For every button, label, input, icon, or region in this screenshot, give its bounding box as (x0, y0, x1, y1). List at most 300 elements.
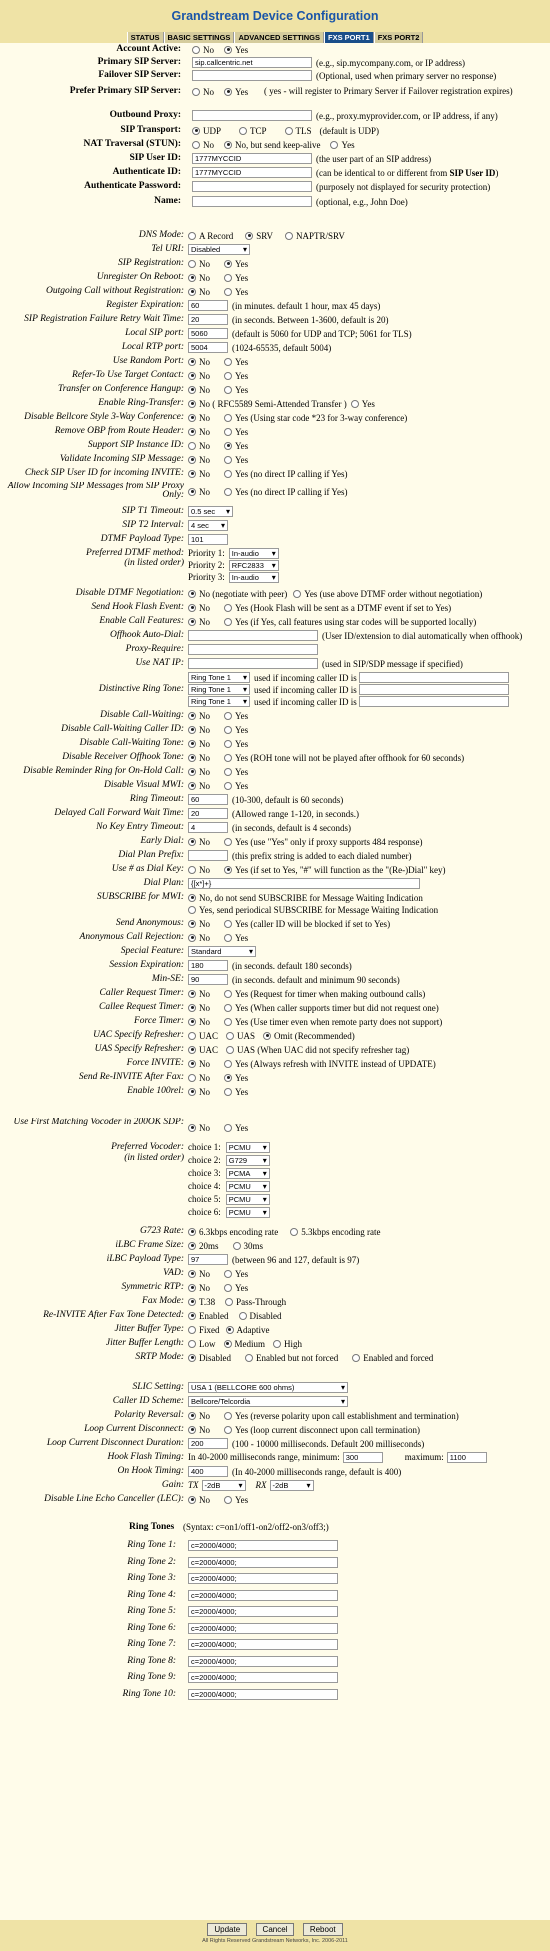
reinvite-fax-enabled-radio[interactable] (188, 1312, 196, 1320)
jitter-medium-radio[interactable] (224, 1340, 232, 1348)
subscribe-mwi-no[interactable] (188, 893, 423, 903)
cw-tone-yes-radio[interactable] (224, 740, 232, 748)
roh-tone-no[interactable] (188, 753, 210, 763)
force-timer-yes-radio[interactable] (224, 1018, 232, 1026)
dtmf-neg-no-radio[interactable] (188, 590, 196, 598)
force-timer-no[interactable] (188, 1017, 210, 1027)
ring-tone-label-num: 5: (165, 1606, 176, 1616)
transfer-hangup-no-radio[interactable] (188, 386, 196, 394)
dtmf-neg-yes[interactable] (293, 589, 482, 599)
bellcore-yes-radio[interactable] (224, 414, 232, 422)
random-port-yes-radio[interactable] (224, 358, 232, 366)
enable-100rel-no[interactable] (188, 1087, 210, 1097)
jitter-high[interactable] (273, 1339, 302, 1349)
callee-req-timer-yes-radio[interactable] (224, 1004, 232, 1012)
cw-cid-no[interactable] (188, 725, 210, 735)
nat-no-radio[interactable] (192, 141, 200, 149)
random-port-yes[interactable] (224, 357, 248, 367)
account-active-no[interactable] (192, 45, 214, 55)
srtp-enabled-not-forced[interactable] (245, 1353, 338, 1363)
primary-sip-server-input[interactable]: sip.callcentric.net (192, 57, 312, 68)
allow-proxy-only-yes[interactable] (224, 487, 348, 497)
reinvite-fax-yes[interactable] (224, 1073, 248, 1083)
send-anon-yes-radio[interactable] (224, 920, 232, 928)
update-button[interactable]: Update (207, 1923, 247, 1936)
jitter-fixed[interactable] (188, 1325, 220, 1335)
nat-no[interactable] (192, 140, 214, 150)
lec-no-radio[interactable] (188, 1496, 196, 1504)
dtmf-neg-yes-radio[interactable] (293, 590, 301, 598)
dns-a-record[interactable] (188, 231, 233, 241)
control-row (188, 1438, 424, 1449)
allow-proxy-only-yes-radio[interactable] (224, 488, 232, 496)
bellcore-no[interactable] (188, 413, 210, 423)
reinvite-fax-enabled[interactable] (188, 1311, 229, 1321)
anon-reject-yes[interactable] (224, 933, 248, 943)
dns-naptr-radio[interactable] (285, 232, 293, 240)
account-active-yes[interactable] (224, 45, 248, 55)
failover-sip-server-input[interactable] (192, 70, 312, 81)
subscribe-mwi-yes[interactable] (188, 905, 438, 915)
uac-refresher-uas-radio[interactable] (226, 1032, 234, 1040)
random-port-no[interactable] (188, 357, 210, 367)
special-feature-select[interactable]: Standard ▾ (188, 946, 256, 957)
send-anon-no-radio[interactable] (188, 920, 196, 928)
cw-no-radio[interactable] (188, 712, 196, 720)
g723-63-radio[interactable] (188, 1228, 196, 1236)
validate-msg-no-radio[interactable] (188, 456, 196, 464)
sip-reg-yes[interactable] (224, 259, 248, 269)
ring-transfer-yes[interactable] (351, 399, 375, 409)
transport-tls[interactable] (285, 126, 312, 136)
bellcore-no-radio[interactable] (188, 414, 196, 422)
session-expiration-input[interactable]: 180 (188, 960, 228, 971)
cw-tone-yes[interactable] (224, 739, 248, 749)
use-hash-yes[interactable] (224, 865, 446, 875)
call-features-yes[interactable] (224, 617, 476, 627)
polarity-no-radio[interactable] (188, 1412, 196, 1420)
transfer-hangup-yes[interactable] (224, 385, 248, 395)
reminder-ring-yes-radio[interactable] (224, 768, 232, 776)
nat-yes[interactable] (330, 140, 354, 150)
remove-obp-no-radio[interactable] (188, 428, 196, 436)
validate-msg-yes[interactable] (224, 455, 248, 465)
check-user-id-yes-radio[interactable] (224, 470, 232, 478)
jitter-high-radio[interactable] (273, 1340, 281, 1348)
callee-req-timer-no-radio[interactable] (188, 1004, 196, 1012)
early-dial-yes-radio[interactable] (224, 838, 232, 846)
validate-msg-no[interactable] (188, 455, 210, 465)
first-vocoder-yes[interactable] (224, 1123, 248, 1133)
prefer-primary-no-text: No (203, 86, 214, 97)
polarity-yes[interactable] (224, 1411, 459, 1421)
bellcore-yes[interactable] (224, 413, 407, 423)
enable-100rel-no-radio[interactable] (188, 1088, 196, 1096)
onhook-timing-input[interactable]: 400 (188, 1466, 228, 1477)
ring-tone-9-input[interactable]: c=2000/4000; (188, 1672, 338, 1683)
uac-refresher-uac[interactable] (188, 1031, 218, 1041)
remove-obp-yes[interactable] (224, 427, 248, 437)
hook-flash-min-input[interactable]: 300 (343, 1452, 383, 1463)
anon-reject-label: Anonymous Call Rejection: (79, 932, 184, 942)
ring-tone-2-input[interactable]: c=2000/4000; (188, 1557, 338, 1568)
offhook-autodial-input[interactable] (188, 630, 318, 641)
reg-fail-retry-input[interactable]: 20 (188, 314, 228, 325)
roh-tone-yes[interactable] (224, 753, 464, 763)
g723-63[interactable] (188, 1227, 278, 1237)
force-invite-no-radio[interactable] (188, 1060, 196, 1068)
sip-instance-no[interactable] (188, 441, 210, 451)
roh-tone-no-radio[interactable] (188, 754, 196, 762)
loop-disc-yes[interactable] (224, 1425, 420, 1435)
gain-tx-select[interactable]: -2dB ▾ (202, 1480, 246, 1491)
uas-refresher-uac-radio[interactable] (188, 1046, 196, 1054)
force-invite-no[interactable] (188, 1059, 210, 1069)
caller-req-timer-yes-radio[interactable] (224, 990, 232, 998)
hook-flash-no[interactable] (188, 603, 210, 613)
sip-t2-select[interactable]: 4 sec ▾ (188, 520, 228, 531)
distinctive-ring-select-3[interactable]: Ring Tone 1 ▾ (188, 696, 250, 707)
enable-100rel-yes[interactable] (224, 1087, 248, 1097)
use-nat-ip-input[interactable] (188, 658, 318, 669)
visual-mwi-yes-radio[interactable] (224, 782, 232, 790)
uac-refresher-uas[interactable] (226, 1031, 255, 1041)
nat-keepalive-radio[interactable] (224, 141, 232, 149)
cw-tone-no-radio[interactable] (188, 740, 196, 748)
ring-tone-10-input[interactable]: c=2000/4000; (188, 1689, 338, 1700)
anon-reject-no-radio[interactable] (188, 934, 196, 942)
vocoder-choice-2-select[interactable]: G729 ▾ (226, 1155, 270, 1166)
control-row (192, 70, 496, 81)
nat-keepalive[interactable] (224, 140, 320, 150)
use-hash-no-radio[interactable] (188, 866, 196, 874)
early-dial-no-radio[interactable] (188, 838, 196, 846)
check-user-id-no[interactable] (188, 469, 210, 479)
caller-id-scheme-select[interactable]: Bellcore/Telcordia ▾ (188, 1396, 348, 1407)
transfer-hangup-no[interactable] (188, 385, 210, 395)
symm-rtp-yes[interactable] (224, 1283, 248, 1293)
no-key-entry-input[interactable]: 4 (188, 822, 228, 833)
dns-srv[interactable] (245, 231, 273, 241)
fax-t38[interactable] (188, 1297, 215, 1307)
send-anon-yes[interactable] (224, 919, 390, 929)
fax-passthrough[interactable] (225, 1297, 286, 1307)
send-anon-no[interactable] (188, 919, 210, 929)
polarity-yes-radio[interactable] (224, 1412, 232, 1420)
reminder-ring-yes[interactable] (224, 767, 248, 777)
uas-refresher-label: UAS Specify Refresher: (94, 1044, 184, 1054)
allow-proxy-only-no[interactable] (188, 487, 210, 497)
caller-req-timer-yes[interactable] (224, 989, 425, 999)
check-user-id-no-radio[interactable] (188, 470, 196, 478)
account-active-yes-radio[interactable] (224, 46, 232, 54)
uac-refresher-omit-radio[interactable] (263, 1032, 271, 1040)
outgoing-noreg-yes-radio[interactable] (224, 288, 232, 296)
authenticate-id-input[interactable]: 1777MYCCID (192, 167, 312, 178)
symm-rtp-no[interactable] (188, 1283, 210, 1293)
uas-refresher-uas-radio[interactable] (226, 1046, 234, 1054)
remove-obp-yes-radio[interactable] (224, 428, 232, 436)
enable-100rel-yes-radio[interactable] (224, 1088, 232, 1096)
use-hash-yes-radio[interactable] (224, 866, 232, 874)
ring-timeout-input[interactable]: 60 (188, 794, 228, 805)
dtmf-priority-1-select[interactable]: In-audio ▾ (229, 548, 279, 559)
control-row (188, 454, 255, 465)
ring-tone-1-input[interactable]: c=2000/4000; (188, 1540, 338, 1551)
call-features-no[interactable] (188, 617, 210, 627)
srtp-disabled-radio[interactable] (188, 1354, 196, 1362)
tab-basic-settings[interactable]: BASIC SETTINGS (164, 32, 235, 43)
sip-t1-select[interactable]: 0.5 sec ▾ (188, 506, 233, 517)
refer-target-yes-radio[interactable] (224, 372, 232, 380)
early-dial-yes[interactable] (224, 837, 423, 847)
refer-target-no[interactable] (188, 371, 210, 381)
force-invite-yes-radio[interactable] (224, 1060, 232, 1068)
g723-53-radio[interactable] (290, 1228, 298, 1236)
symm-rtp-yes-radio[interactable] (224, 1284, 232, 1292)
call-features-no-radio[interactable] (188, 618, 196, 626)
uac-refresher-omit[interactable] (263, 1031, 355, 1041)
jitter-fixed-radio[interactable] (188, 1326, 196, 1334)
polarity-no[interactable] (188, 1411, 210, 1421)
dns-srv-radio[interactable] (245, 232, 253, 240)
vad-yes[interactable] (224, 1269, 248, 1279)
cw-yes-radio[interactable] (224, 712, 232, 720)
reinvite-fax-disabled[interactable] (239, 1311, 282, 1321)
first-vocoder-no-radio[interactable] (188, 1124, 196, 1132)
local-rtp-port-input[interactable]: 5004 (188, 342, 228, 353)
sip-reg-no-radio[interactable] (188, 260, 196, 268)
uas-refresher-uas[interactable] (226, 1045, 409, 1055)
vad-no[interactable] (188, 1269, 210, 1279)
distinctive-ring-select-1[interactable]: Ring Tone 1 ▾ (188, 672, 250, 683)
vocoder-choice-6-select[interactable]: PCMU ▾ (226, 1207, 270, 1218)
nat-yes-radio[interactable] (330, 141, 338, 149)
outgoing-noreg-yes[interactable] (224, 287, 248, 297)
fax-t38-text: T.38 (199, 1296, 216, 1307)
sip-instance-yes-radio[interactable] (224, 442, 232, 450)
transport-udp[interactable] (192, 126, 221, 136)
cw-cid-yes[interactable] (224, 725, 248, 735)
delayed-forward-input[interactable]: 20 (188, 808, 228, 819)
authenticate-password-input[interactable] (192, 181, 312, 192)
hook-flash-no-radio[interactable] (188, 604, 196, 612)
check-user-id-yes[interactable] (224, 469, 348, 479)
tel-uri-select[interactable]: Disabled ▾ (188, 244, 250, 255)
ilbc-30ms[interactable] (233, 1241, 264, 1251)
vocoder-choice-1-select[interactable]: PCMU ▾ (226, 1142, 270, 1153)
transport-udp-radio[interactable] (192, 127, 200, 135)
random-port-no-radio[interactable] (188, 358, 196, 366)
transfer-hangup-yes-radio[interactable] (224, 386, 232, 394)
unreg-reboot-no-radio[interactable] (188, 274, 196, 282)
gain-rx-select[interactable]: -2dB ▾ (270, 1480, 314, 1491)
ring-tone-8-input[interactable]: c=2000/4000; (188, 1656, 338, 1667)
jitter-adaptive-radio[interactable] (226, 1326, 234, 1334)
early-dial-no[interactable] (188, 837, 210, 847)
jitter-adaptive[interactable] (226, 1325, 270, 1335)
register-expiration-input[interactable]: 60 (188, 300, 228, 311)
vocoder-choice-5-select[interactable]: PCMU ▾ (226, 1194, 270, 1205)
ilbc-30ms-radio[interactable] (233, 1242, 241, 1250)
hook-flash-yes-radio[interactable] (224, 604, 232, 612)
ilbc-20ms[interactable] (188, 1241, 219, 1251)
unreg-reboot-yes-radio[interactable] (224, 274, 232, 282)
force-timer-yes[interactable] (224, 1017, 442, 1027)
validate-msg-yes-radio[interactable] (224, 456, 232, 464)
sip-user-id-input[interactable]: 1777MYCCID (192, 153, 312, 164)
unreg-reboot-yes[interactable] (224, 273, 248, 283)
reinvite-fax-yes-radio[interactable] (224, 1074, 232, 1082)
first-vocoder-yes-radio[interactable] (224, 1124, 232, 1132)
callee-req-timer-no[interactable] (188, 1003, 210, 1013)
sip-reg-yes-radio[interactable] (224, 260, 232, 268)
jitter-low-radio[interactable] (188, 1340, 196, 1348)
distinctive-caller-id-input-2[interactable] (359, 684, 509, 695)
name-input[interactable] (192, 196, 312, 207)
distinctive-ring-select-2[interactable]: Ring Tone 1 ▾ (188, 684, 250, 695)
anon-reject-no[interactable] (188, 933, 210, 943)
callee-req-timer-yes[interactable] (224, 1003, 439, 1013)
dial-prefix-input[interactable] (188, 850, 228, 861)
force-invite-yes[interactable] (224, 1059, 436, 1069)
lec-yes[interactable] (224, 1495, 248, 1505)
dns-a-record-radio[interactable] (188, 232, 196, 240)
visual-mwi-no-radio[interactable] (188, 782, 196, 790)
ring-tone-7-input[interactable]: c=2000/4000; (188, 1639, 338, 1650)
loop-disc-duration-input[interactable]: 200 (188, 1438, 228, 1449)
lec-no[interactable] (188, 1495, 210, 1505)
fax-passthrough-radio[interactable] (225, 1298, 233, 1306)
ilbc-payload-input[interactable]: 97 (188, 1254, 228, 1265)
subscribe-mwi-yes-radio[interactable] (188, 906, 196, 914)
caller-req-timer-no[interactable] (188, 989, 210, 999)
proxy-require-input[interactable] (188, 644, 318, 655)
dtmf-payload-input[interactable]: 101 (188, 534, 228, 545)
srtp-enabled-not-forced-radio[interactable] (245, 1354, 253, 1362)
call-features-yes-radio[interactable] (224, 618, 232, 626)
distinctive-caller-id-input-3[interactable] (359, 696, 509, 707)
fax-t38-radio[interactable] (188, 1298, 196, 1306)
cw-tone-no[interactable] (188, 739, 210, 749)
callee-req-timer-label: Callee Request Timer: (99, 1002, 184, 1012)
reinvite-fax-no-radio[interactable] (188, 1074, 196, 1082)
hook-flash-max-input[interactable]: 1100 (447, 1452, 487, 1463)
cw-cid-no-radio[interactable] (188, 726, 196, 734)
uas-refresher-uac[interactable] (188, 1045, 218, 1055)
sip-instance-yes-text: Yes (235, 440, 249, 451)
refer-target-no-radio[interactable] (188, 372, 196, 380)
force-timer-no-radio[interactable] (188, 1018, 196, 1026)
tab-advanced-settings[interactable]: ADVANCED SETTINGS (234, 32, 324, 43)
srtp-disabled[interactable] (188, 1353, 231, 1363)
tab-fxs-port1[interactable]: FXS PORT1 (324, 32, 374, 43)
remove-obp-no[interactable] (188, 427, 210, 437)
lec-yes-radio[interactable] (224, 1496, 232, 1504)
refer-target-yes[interactable] (224, 371, 248, 381)
uac-refresher-uac-radio[interactable] (188, 1032, 196, 1040)
account-active-no-radio[interactable] (192, 46, 200, 54)
outgoing-noreg-no[interactable] (188, 287, 210, 297)
vocoder-choice-3-select[interactable]: PCMA ▾ (226, 1168, 270, 1179)
cancel-button[interactable]: Cancel (256, 1923, 295, 1936)
cw-no[interactable] (188, 711, 210, 721)
transport-tcp-radio[interactable] (239, 127, 247, 135)
reminder-ring-no[interactable] (188, 767, 210, 777)
jitter-medium[interactable] (224, 1339, 266, 1349)
use-hash-no[interactable] (188, 865, 210, 875)
hook-flash-yes[interactable] (224, 603, 451, 613)
ring-tone-6-input[interactable]: c=2000/4000; (188, 1623, 338, 1634)
ring-transfer-yes-radio[interactable] (351, 400, 359, 408)
sip-instance-no-radio[interactable] (188, 442, 196, 450)
srtp-enabled-forced[interactable] (352, 1353, 433, 1363)
unreg-reboot-no[interactable] (188, 273, 210, 283)
local-sip-port-input[interactable]: 5060 (188, 328, 228, 339)
ilbc-20ms-radio[interactable] (188, 1242, 196, 1250)
visual-mwi-yes[interactable] (224, 781, 248, 791)
reminder-ring-no-radio[interactable] (188, 768, 196, 776)
reinvite-fax-no[interactable] (188, 1073, 210, 1083)
dtmf-neg-no[interactable] (188, 589, 287, 599)
symm-rtp-no-radio[interactable] (188, 1284, 196, 1292)
roh-tone-yes-radio[interactable] (224, 754, 232, 762)
caller-req-timer-no-radio[interactable] (188, 990, 196, 998)
cw-cid-yes-radio[interactable] (224, 726, 232, 734)
transport-tcp[interactable] (239, 126, 267, 136)
subscribe-mwi-no-radio[interactable] (188, 894, 196, 902)
sip-reg-no[interactable] (188, 259, 210, 269)
min-se-input[interactable]: 90 (188, 974, 228, 985)
srtp-enabled-forced-radio[interactable] (352, 1354, 360, 1362)
dtmf-priority-3-select[interactable]: In-audio ▾ (229, 572, 279, 583)
loop-disc-yes-radio[interactable] (224, 1426, 232, 1434)
hint-text: used if incoming caller ID is (254, 672, 357, 683)
anon-reject-yes-radio[interactable] (224, 934, 232, 942)
outgoing-noreg-no-radio[interactable] (188, 288, 196, 296)
visual-mwi-no[interactable] (188, 781, 210, 791)
reinvite-fax-disabled-radio[interactable] (239, 1312, 247, 1320)
tab-fxs-port2[interactable]: FXS PORT2 (374, 32, 424, 43)
dns-naptr[interactable] (285, 231, 345, 241)
slic-select[interactable]: USA 1 (BELLCORE 600 ohms) ▾ (188, 1382, 348, 1393)
g723-53[interactable] (290, 1227, 380, 1237)
transport-tls-radio[interactable] (285, 127, 293, 135)
ring-tone-4-input[interactable]: c=2000/4000; (188, 1590, 338, 1601)
tab-status[interactable]: STATUS (127, 32, 164, 43)
jitter-low[interactable] (188, 1339, 216, 1349)
vad-yes-radio[interactable] (224, 1270, 232, 1278)
ring-transfer-no-radio[interactable] (188, 400, 196, 408)
ring-tone-5-input[interactable]: c=2000/4000; (188, 1606, 338, 1617)
vad-no-radio[interactable] (188, 1270, 196, 1278)
ring-transfer-no[interactable] (188, 399, 347, 409)
outbound-proxy-input[interactable] (192, 110, 312, 121)
loop-disc-no-radio[interactable] (188, 1426, 196, 1434)
allow-proxy-only-no-radio[interactable] (188, 488, 196, 496)
dtmf-priority-2-select[interactable]: RFC2833 ▾ (229, 560, 279, 571)
sip-instance-yes[interactable] (224, 441, 248, 451)
cw-yes[interactable] (224, 711, 248, 721)
vocoder-choice-4-select[interactable]: PCMU ▾ (226, 1181, 270, 1192)
loop-disc-no[interactable] (188, 1425, 210, 1435)
first-vocoder-no[interactable] (188, 1123, 210, 1133)
ring-tone-3-input[interactable]: c=2000/4000; (188, 1573, 338, 1584)
force-timer-label: Force Timer: (133, 1016, 184, 1026)
distinctive-caller-id-input-1[interactable] (359, 672, 509, 683)
reboot-button[interactable]: Reboot (303, 1923, 343, 1936)
dial-plan-input[interactable]: {[x*]+} (188, 878, 420, 889)
